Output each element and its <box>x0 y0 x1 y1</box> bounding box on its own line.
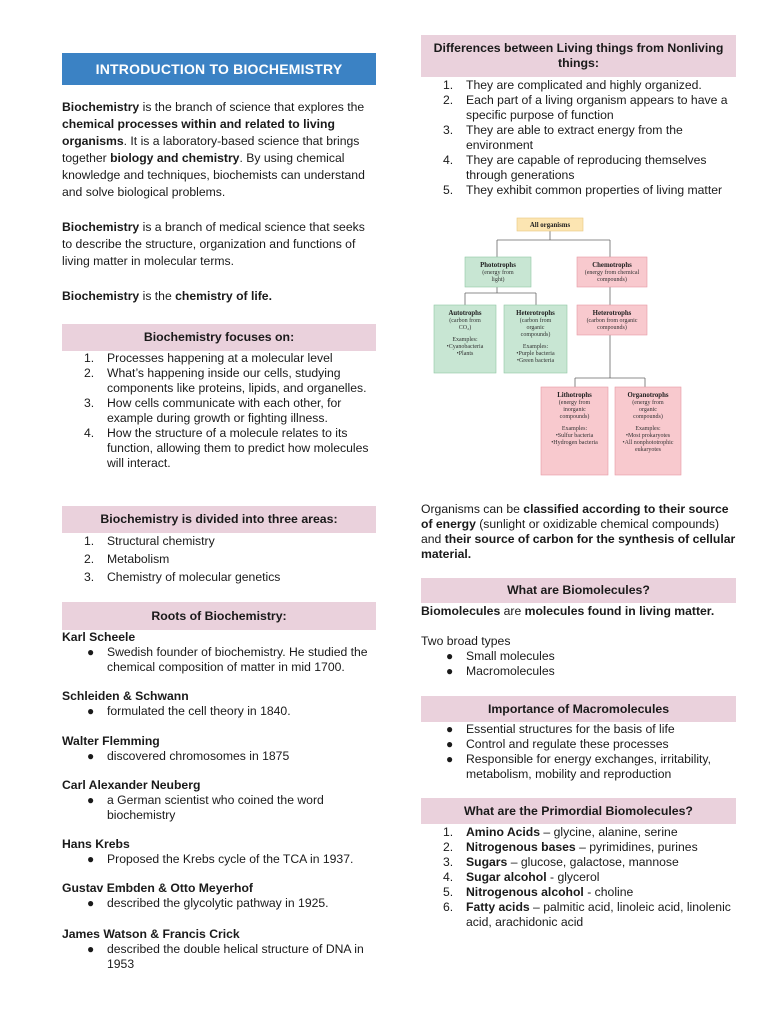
bullet-icon: ● <box>87 896 95 910</box>
list-item <box>421 123 743 153</box>
intro-paragraph-3 <box>62 288 376 305</box>
text-run: . By using chemical knowledge and techniques, biochemists can understand and solve biological problems. <box>62 151 365 199</box>
separator: - <box>583 885 595 899</box>
diagram-boxes <box>434 218 681 475</box>
list-number: 3. <box>84 570 95 584</box>
scientist-description: discovered chromosomes in 1875 <box>107 749 290 763</box>
scientist-entry <box>62 734 382 764</box>
diagram-node-subtitle: organic <box>639 407 657 413</box>
bullet-icon: ● <box>446 737 454 751</box>
diagram-example: eukaryotes <box>635 447 661 453</box>
lithotrophs-node <box>541 387 608 475</box>
primordial-list <box>421 825 743 930</box>
list-item <box>62 645 382 675</box>
heterotrophs-chemotroph-node <box>577 305 647 335</box>
list-number: 4. <box>84 426 95 440</box>
diagram-node-subtitle: (carbon from <box>449 318 481 324</box>
intro-paragraph-1 <box>62 99 376 201</box>
list-item-text: How cells communicate with each other, for example during growth or fighting illness. <box>107 396 342 425</box>
diagram-node-subtitle: compounds) <box>520 332 551 338</box>
text-run: . It is a laboratory-based science that brings together <box>62 134 360 165</box>
macromolecules-list <box>421 722 743 782</box>
scientist-name: Carl Alexander Neuberg <box>62 778 201 792</box>
list-item <box>62 749 382 764</box>
bullet-icon: ● <box>87 942 95 956</box>
classified-paragraph <box>421 502 736 562</box>
text-run: are <box>500 604 525 618</box>
scientist-name: Walter Flemming <box>62 734 160 748</box>
focuses-list <box>62 351 382 471</box>
list-item <box>62 552 376 570</box>
list-item <box>62 793 382 823</box>
diagram-node-subtitle: CO₂) <box>458 325 472 331</box>
list-item-text: How the structure of a molecule relates to its function, allowing them to predict how molecules will interact. <box>107 426 369 470</box>
diagram-node-title: Chemotrophs <box>592 262 632 269</box>
list-item <box>421 649 736 664</box>
list-number: 3. <box>84 396 95 410</box>
bullet-icon: ● <box>87 749 95 763</box>
scientist-entry <box>62 778 382 823</box>
diagram-node-subtitle: (carbon from organic <box>586 318 638 324</box>
list-item <box>421 900 743 930</box>
text-run: Biomolecules <box>421 604 501 618</box>
term: Nitrogenous bases <box>466 840 576 854</box>
list-number: 2. <box>443 840 454 854</box>
biomolecules-types-label: Two broad types <box>421 634 511 648</box>
list-item <box>62 351 382 366</box>
list-item-text: They are complicated and highly organized. <box>466 78 702 92</box>
organotrophs-node <box>615 387 681 475</box>
diagram-root-label: All organisms <box>529 222 571 229</box>
separator: - <box>546 870 558 884</box>
list-number: 1. <box>84 534 95 548</box>
scientist-description: formulated the cell theory in 1840. <box>107 704 291 718</box>
text-run: Biochemistry <box>62 289 140 303</box>
bullet-icon: ● <box>87 793 95 807</box>
diagram-examples-label: Examples: <box>635 426 661 432</box>
scientist-entry <box>62 881 382 911</box>
text-run: classified according to their source of energy <box>421 502 729 531</box>
list-item <box>62 942 382 972</box>
list-item-text: Control and regulate these processes <box>466 737 669 751</box>
diagram-node-subtitle: (energy from <box>482 270 514 276</box>
diagram-example: •All nonphototrophic <box>622 440 674 446</box>
list-item <box>421 78 743 93</box>
list-item <box>421 870 743 885</box>
areas-heading: Biochemistry is divided into three areas: <box>62 506 376 533</box>
list-number: 3. <box>443 123 454 137</box>
list-item <box>421 722 743 737</box>
scientist-description: described the glycolytic pathway in 1925. <box>107 896 329 910</box>
list-item-text: Each part of a living organism appears to have a specific purpose of function <box>466 93 728 122</box>
list-item <box>421 855 743 870</box>
term-description: glycine, alanine, serine <box>553 825 678 839</box>
text-run: chemical processes within and related to living organisms <box>62 117 335 148</box>
scientist-name: Hans Krebs <box>62 837 130 851</box>
text-run: Biochemistry <box>62 220 140 234</box>
chemotrophs-node <box>577 257 647 287</box>
text-run: is a branch of medical science that seeks to describe the structure, organization and functions of living matter in molecular terms. <box>62 220 365 268</box>
list-item <box>62 852 382 867</box>
list-item <box>421 183 743 198</box>
list-item-text: Chemistry of molecular genetics <box>107 570 281 584</box>
term-description: choline <box>594 885 634 899</box>
separator: – <box>529 900 544 914</box>
bullet-icon: ● <box>446 649 454 663</box>
diagram-node-title: Organotrophs <box>627 392 669 399</box>
text-run: chemistry of life. <box>175 289 272 303</box>
list-item <box>62 366 382 396</box>
text-run: molecules found in living matter. <box>524 604 715 618</box>
text-run: their source of carbon for the synthesis of cellular material. <box>421 532 736 561</box>
diagram-node-subtitle: inorganic <box>563 407 586 413</box>
bullet-icon: ● <box>87 645 95 659</box>
diagram-node-title: Phototrophs <box>480 262 516 269</box>
scientist-name: Karl Scheele <box>62 630 136 644</box>
list-item-text: They are capable of reproducing themselves through generations <box>466 153 707 182</box>
diagram-example: •Sulfur bacteria <box>555 433 594 439</box>
diagram-node-subtitle: organic <box>526 325 545 331</box>
separator: – <box>540 825 554 839</box>
term: Nitrogenous alcohol <box>466 885 584 899</box>
list-item-text: Structural chemistry <box>107 534 215 548</box>
phototrophs-node <box>465 257 531 287</box>
scientist-description: Swedish founder of biochemistry. He studied the chemical composition of matter in mid 1700. <box>107 645 368 674</box>
text-run: is the <box>139 289 176 303</box>
list-number: 1. <box>84 351 95 365</box>
bullet-icon: ● <box>446 664 454 678</box>
list-item <box>62 426 382 471</box>
list-item <box>421 885 743 900</box>
list-number: 4. <box>443 870 454 884</box>
text-run: biology and chemistry <box>110 151 240 165</box>
diagram-node-title: Heterotrophs <box>516 310 555 317</box>
term-description: pyrimidines, purines <box>589 840 698 854</box>
diagram-example: •Plants <box>456 351 474 357</box>
diagram-example: •Green bacteria <box>516 358 555 364</box>
scientist-description: described the double helical structure of DNA in 1953 <box>107 942 364 971</box>
intro-paragraph-2 <box>62 219 376 270</box>
areas-list <box>62 534 376 588</box>
list-number: 2. <box>84 552 95 566</box>
term: Amino Acids <box>466 825 541 839</box>
bullet-icon: ● <box>87 852 95 866</box>
diagram-node-title: Lithotrophs <box>557 392 592 399</box>
list-item <box>421 93 743 123</box>
scientist-description: Proposed the Krebs cycle of the TCA in 1937. <box>107 852 354 866</box>
scientist-description: a German scientist who coined the word biochemistry <box>107 793 324 822</box>
bullet-icon: ● <box>87 704 95 718</box>
term: Fatty acids <box>466 900 530 914</box>
list-number: 5. <box>443 885 454 899</box>
scientist-entry <box>62 689 382 719</box>
diagram-node-title: Autotrophs <box>448 310 482 317</box>
diagram-examples-label: Examples: <box>452 337 478 343</box>
list-number: 4. <box>443 153 454 167</box>
diagram-node-subtitle: compounds) <box>597 277 627 283</box>
scientist-entry <box>62 630 382 675</box>
page-title: INTRODUCTION TO BIOCHEMISTRY <box>62 53 376 85</box>
diagram-node-subtitle: light) <box>491 277 505 283</box>
list-item <box>62 570 376 588</box>
scientist-name: Schleiden & Schwann <box>62 689 189 703</box>
list-item-text: They are able to extract energy from the environment <box>466 123 683 152</box>
list-item <box>421 664 736 679</box>
term-description: glycerol <box>557 870 600 884</box>
diagram-root-node <box>517 218 583 231</box>
term: Sugar alcohol <box>466 870 547 884</box>
bullet-icon: ● <box>446 752 454 766</box>
biomolecules-types-list <box>421 649 736 679</box>
list-item <box>62 396 382 426</box>
list-number: 6. <box>443 900 454 914</box>
diagram-node-subtitle: compounds) <box>597 325 627 331</box>
diagram-node-subtitle: (energy from <box>632 400 664 406</box>
list-item <box>62 896 382 911</box>
list-number: 2. <box>84 366 95 380</box>
diagram-example: •Most prokaryotes <box>625 433 671 439</box>
list-item <box>62 534 376 552</box>
diagram-examples-label: Examples: <box>561 426 588 432</box>
list-number: 1. <box>443 825 454 839</box>
list-item-text: They exhibit common properties of living matter <box>466 183 723 197</box>
list-item-text: Metabolism <box>107 552 170 566</box>
diagram-node-subtitle: (energy from chemical <box>584 270 640 276</box>
separator: – <box>575 840 590 854</box>
roots-heading: Roots of Biochemistry: <box>62 602 376 630</box>
diagram-examples-label: Examples: <box>522 344 549 350</box>
focuses-heading: Biochemistry focuses on: <box>62 324 376 351</box>
biomolecules-heading: What are Biomolecules? <box>421 578 736 603</box>
list-item <box>421 737 743 752</box>
term: Sugars <box>466 855 508 869</box>
list-item <box>62 704 382 719</box>
list-number: 5. <box>443 183 454 197</box>
scientist-name: Gustav Embden & Otto Meyerhof <box>62 881 253 895</box>
diagram-example: •Cyanobacteria <box>446 344 484 350</box>
list-item-text: Small molecules <box>466 649 555 663</box>
list-number: 1. <box>443 78 454 92</box>
text-run: is the branch of science that explores the <box>139 100 365 114</box>
diagram-node-subtitle: compounds) <box>633 414 663 420</box>
diagram-example: •Purple bacteria <box>516 351 555 357</box>
text-run: Organisms can be <box>421 502 524 516</box>
term-description: glucose, galactose, mannose <box>520 855 679 869</box>
list-item-text: Essential structures for the basis of life <box>466 722 675 736</box>
diagram-node-subtitle: (energy from <box>558 400 591 406</box>
bullet-icon: ● <box>446 722 454 736</box>
list-item <box>421 752 743 782</box>
list-number: 2. <box>443 93 454 107</box>
term-description: palmitic acid, linoleic acid, linolenic acid, arachidonic acid <box>466 900 731 929</box>
list-item-text: Macromolecules <box>466 664 555 678</box>
list-item-text: What’s happening inside our cells, studying components like proteins, lipids, and organelles. <box>107 366 367 395</box>
text-run: Biochemistry <box>62 100 140 114</box>
text-run: (sunlight or oxidizable chemical compounds) and <box>421 517 720 546</box>
list-number: 3. <box>443 855 454 869</box>
list-item-text: Processes happening at a molecular level <box>107 351 333 365</box>
biomolecules-definition <box>421 604 736 619</box>
list-item <box>421 825 743 840</box>
list-item <box>421 153 743 183</box>
differences-list <box>421 78 743 198</box>
diagram-node-title: Heterotrophs <box>592 310 632 317</box>
differences-heading: Differences between Living things from Nonliving things: <box>421 35 736 77</box>
diagram-node-subtitle: (carbon from <box>519 318 552 324</box>
organism-classification-diagram <box>425 215 674 485</box>
autotrophs-node <box>434 305 496 373</box>
scientist-entry <box>62 927 382 972</box>
diagram-example: •Hydrogen bacteria <box>551 440 598 446</box>
scientist-name: James Watson & Francis Crick <box>62 927 240 941</box>
heterotrophs-phototroph-node <box>504 305 567 373</box>
separator: – <box>507 855 521 869</box>
primordial-heading: What are the Primordial Biomolecules? <box>421 798 736 824</box>
scientist-entry <box>62 837 382 867</box>
list-item <box>421 840 743 855</box>
list-item-text: Responsible for energy exchanges, irritability, metabolism, mobility and reproduction <box>466 752 711 781</box>
diagram-node-subtitle: compounds) <box>559 414 590 420</box>
macromolecules-heading: Importance of Macromolecules <box>421 696 736 722</box>
